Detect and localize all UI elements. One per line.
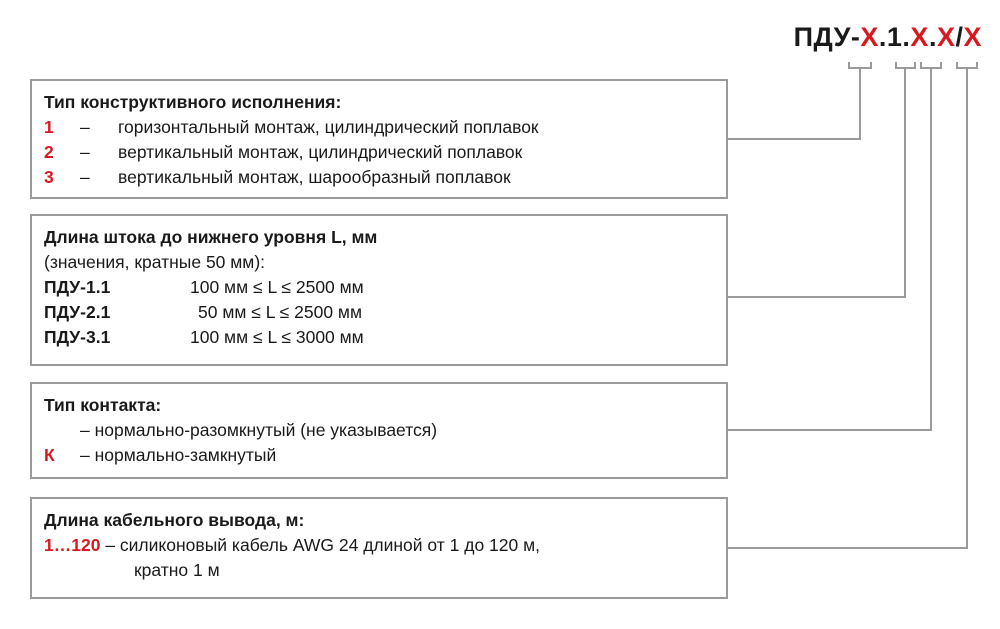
list-item: 1 – горизонтальный монтаж, цилиндрический поплавок: [44, 117, 539, 137]
code-x4: Х: [963, 22, 982, 52]
code-mid: .1.: [878, 22, 911, 52]
rod-length-box: [30, 214, 728, 366]
list-item-continued: кратно 1 м: [134, 560, 220, 580]
rod-length-subtitle: (значения, кратные 50 мм):: [44, 252, 266, 272]
code-prefix: ПДУ-: [793, 22, 861, 52]
list-item: 2 – вертикальный монтаж, цилиндрический поплавок: [44, 142, 523, 162]
code-x1: Х: [860, 22, 879, 52]
cable-length-title: Длина кабельного вывода, м:: [44, 510, 305, 530]
list-item: ПДУ-3.1 100 мм ≤ L ≤ 3000 мм: [44, 327, 364, 347]
connector-1: [728, 62, 871, 139]
cable-length-box: [30, 497, 728, 599]
list-item: – нормально-разомкнутый (не указывается): [80, 420, 438, 440]
connector-2: [728, 62, 915, 297]
list-item: 3 – вертикальный монтаж, шарообразный поплавок: [44, 167, 511, 187]
code-x2: Х: [910, 22, 929, 52]
list-item: ПДУ-2.1 50 мм ≤ L ≤ 2500 мм: [44, 302, 362, 322]
list-item: К – нормально-замкнутый: [44, 445, 277, 465]
construction-type-title: Тип конструктивного исполнения:: [44, 92, 342, 112]
list-item: 1…120 – силиконовый кабель AWG 24 длиной от 1 до 120 м,: [44, 535, 541, 555]
list-item: ПДУ-1.1 100 мм ≤ L ≤ 2500 мм: [44, 277, 364, 297]
construction-type-box: [30, 79, 728, 199]
rod-length-title: Длина штока до нижнего уровня L, мм: [44, 227, 378, 247]
code-slash: /: [955, 22, 964, 52]
connector-4: [728, 62, 977, 548]
contact-type-box: [30, 382, 728, 479]
contact-type-title: Тип контакта:: [44, 395, 162, 415]
code-dot: .: [928, 22, 937, 52]
code-x3: Х: [936, 22, 956, 52]
connector-3: [728, 62, 941, 430]
